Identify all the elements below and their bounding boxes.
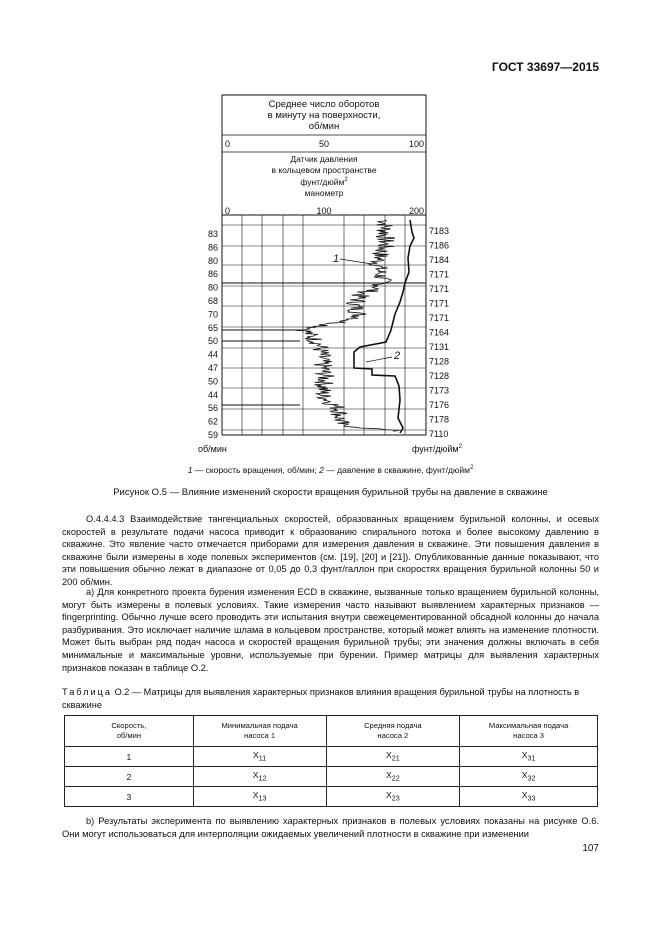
table-caption: Таблица О.2 — Матрицы для выявления характерных признаков влияния вращения бурильной трубы на плотность в скважине [62,687,580,710]
rpm-value-label: 50 [207,376,218,387]
pressure-scale-mid: 100 [316,206,332,216]
rpm-value-label: 56 [207,403,218,414]
rpm-value-label: 59 [207,430,218,440]
pressure-value-label: 7173 [429,385,450,396]
matrix-cell: $X_{33}$ [460,787,598,807]
pressure-value-label: 7128 [429,356,450,367]
rpm-curve [296,220,400,431]
rpm-value-label: 68 [207,296,218,306]
speed-cell: 3 [65,787,194,807]
matrix-cell: $X_{31}$ [460,747,598,767]
left-axis-unit: об/мин [198,444,227,454]
pressure-value-label: 7110 [429,429,449,439]
table-row [65,787,598,807]
pressure-value-label: 7176 [429,400,450,410]
pressure-value-label: 7178 [429,414,450,425]
rpm-value-label: 80 [207,255,218,266]
pressure-value-label: 7171 [429,269,450,280]
pressure-value-label: 7171 [429,313,450,323]
figure-legend: 1 — скорость вращения, об/мин; 2 — давление в скважине, фунт/дюйм$^2$ [187,465,474,475]
rpm-value-label: 47 [207,363,218,373]
paragraph-b: b) Результаты эксперимента по выявлению характерных признаков в полевых условиях показаны на рисунке О.6. Они могут использоваться для интерполяции ожидаемых увеличений плотности в скважине при изменении [62,816,599,839]
standard-number: ГОСТ 33697—2015 [491,60,599,74]
rpm-value-label: 86 [207,242,218,253]
rpm-value-label: 70 [207,309,218,320]
pressure-value-label: 7184 [429,255,450,265]
matrix-cell: $X_{22}$ [326,767,460,787]
rpm-header-line-3: об/мин [308,121,340,132]
rpm-value-label: 44 [207,389,218,400]
pressure-values-column [429,226,449,439]
curve-label-1: 1 [333,253,340,265]
fingerprint-matrix-table [64,715,598,807]
right-axis-unit: фунт/дюйм$^2$ [412,444,462,454]
rpm-scale-mid: 50 [318,139,330,149]
rpm-scale-max: 100 [408,139,424,149]
rpm-scale-min: 0 [225,139,231,149]
header-max-pump: Максимальная подача насоса 3 [460,716,598,747]
pressure-value-label: 7186 [429,240,450,251]
rpm-value-label: 86 [207,269,218,280]
rpm-value-label: 65 [207,322,218,333]
rpm-value-label: 50 [207,336,218,347]
curve-2-leader [366,357,392,362]
pressure-header-line-1: Датчик давления [290,154,358,164]
matrix-cell: $X_{21}$ [326,747,460,767]
curve-1-leader [340,259,372,264]
header-speed: Скорость, об/мин [65,716,194,747]
pressure-value-label: 7128 [429,371,450,381]
header-mid-pump: Средняя подача насоса 2 [326,716,460,747]
paragraph-a: а) Для конкретного проекта бурения изменения ECD в скважине, вызванные только вращением бурильной колонны, могут быть измерены в полевых условиях. Такие измерения часто называют выявлением характерных признаков — fingerprinting. Обычно лучше всего проводить эти испытания внутри свежецементированной обсадной колонны до начала разбуривания. Это исключает наличие шлама в кольцевом пространстве, который может влиять на изменение плотности. Может быть выбран ряд подач насоса и скоростей вращения бурильной трубы; эти значения должны включать в себя минимальные и максимальные уровни, используемые при бурении. Пример матрицы для выявления характерных признаков показан в таблице О.2. [62,587,599,673]
table-row [65,747,598,767]
rpm-header-line-1: Среднее число оборотов [268,99,380,110]
rpm-value-label: 83 [207,229,218,239]
speed-cell: 2 [65,767,194,787]
table-row [65,767,598,787]
page-number: 107 [582,843,599,854]
chart-curves [296,220,414,433]
pressure-scale-min: 0 [225,206,231,216]
pressure-header-line-2: в кольцевом пространстве [271,165,377,175]
pressure-value-label: 7171 [429,284,450,294]
rpm-value-label: 80 [207,282,218,293]
pressure-value-label: 7183 [429,226,450,236]
rpm-header-line-2: в минуту на поверхности, [267,110,381,121]
table-header-row [65,716,598,747]
figure-caption: Рисунок О.5 — Влияние изменений скорости вращения бурильной трубы на давление в скважине [113,487,548,498]
pressure-gauge-label: манометр [304,188,344,198]
matrix-cell: $X_{32}$ [460,767,598,787]
pressure-value-label: 7164 [429,327,450,338]
header-min-pump: Минимальная подача насоса 1 [193,716,326,747]
matrix-cell: $X_{23}$ [326,787,460,807]
matrix-cell: $X_{11}$ [193,747,326,767]
speed-cell: 1 [65,747,194,767]
matrix-cell: $X_{13}$ [193,787,326,807]
curve-label-2: 2 [394,350,401,362]
pressure-value-label: 7131 [429,342,450,352]
pressure-scale-max: 200 [408,206,424,216]
paragraph-o-4-4-4-3: О.4.4.4.3 Взаимодействие тангенциальных скоростей, образованных вращением бурильной колонны, и осевых скоростей в результате подачи насоса приводит к образованию спирального потока и более высокому давлению в скважине. Это явление часто отмечается приборами для измерения давления в скважине. Эти повышения давления в скважине были измерены в ходе полевых экспериментов (см. [19], [20] и [21]). Опубликованные данные показывают, что эти повышения обычно лежат в диапазоне от 0,05 до 0,3 фунт/галлон при скоростях вращения бурильной колонны 50 и 200 об/мин. [62,514,599,587]
rpm-values-column [208,229,218,440]
rpm-value-label: 44 [207,349,218,360]
pressure-unit: фунт/дюйм$^2$ [300,177,348,187]
pressure-value-label: 7171 [429,298,450,309]
rpm-value-label: 62 [207,416,218,427]
matrix-cell: $X_{12}$ [193,767,326,787]
